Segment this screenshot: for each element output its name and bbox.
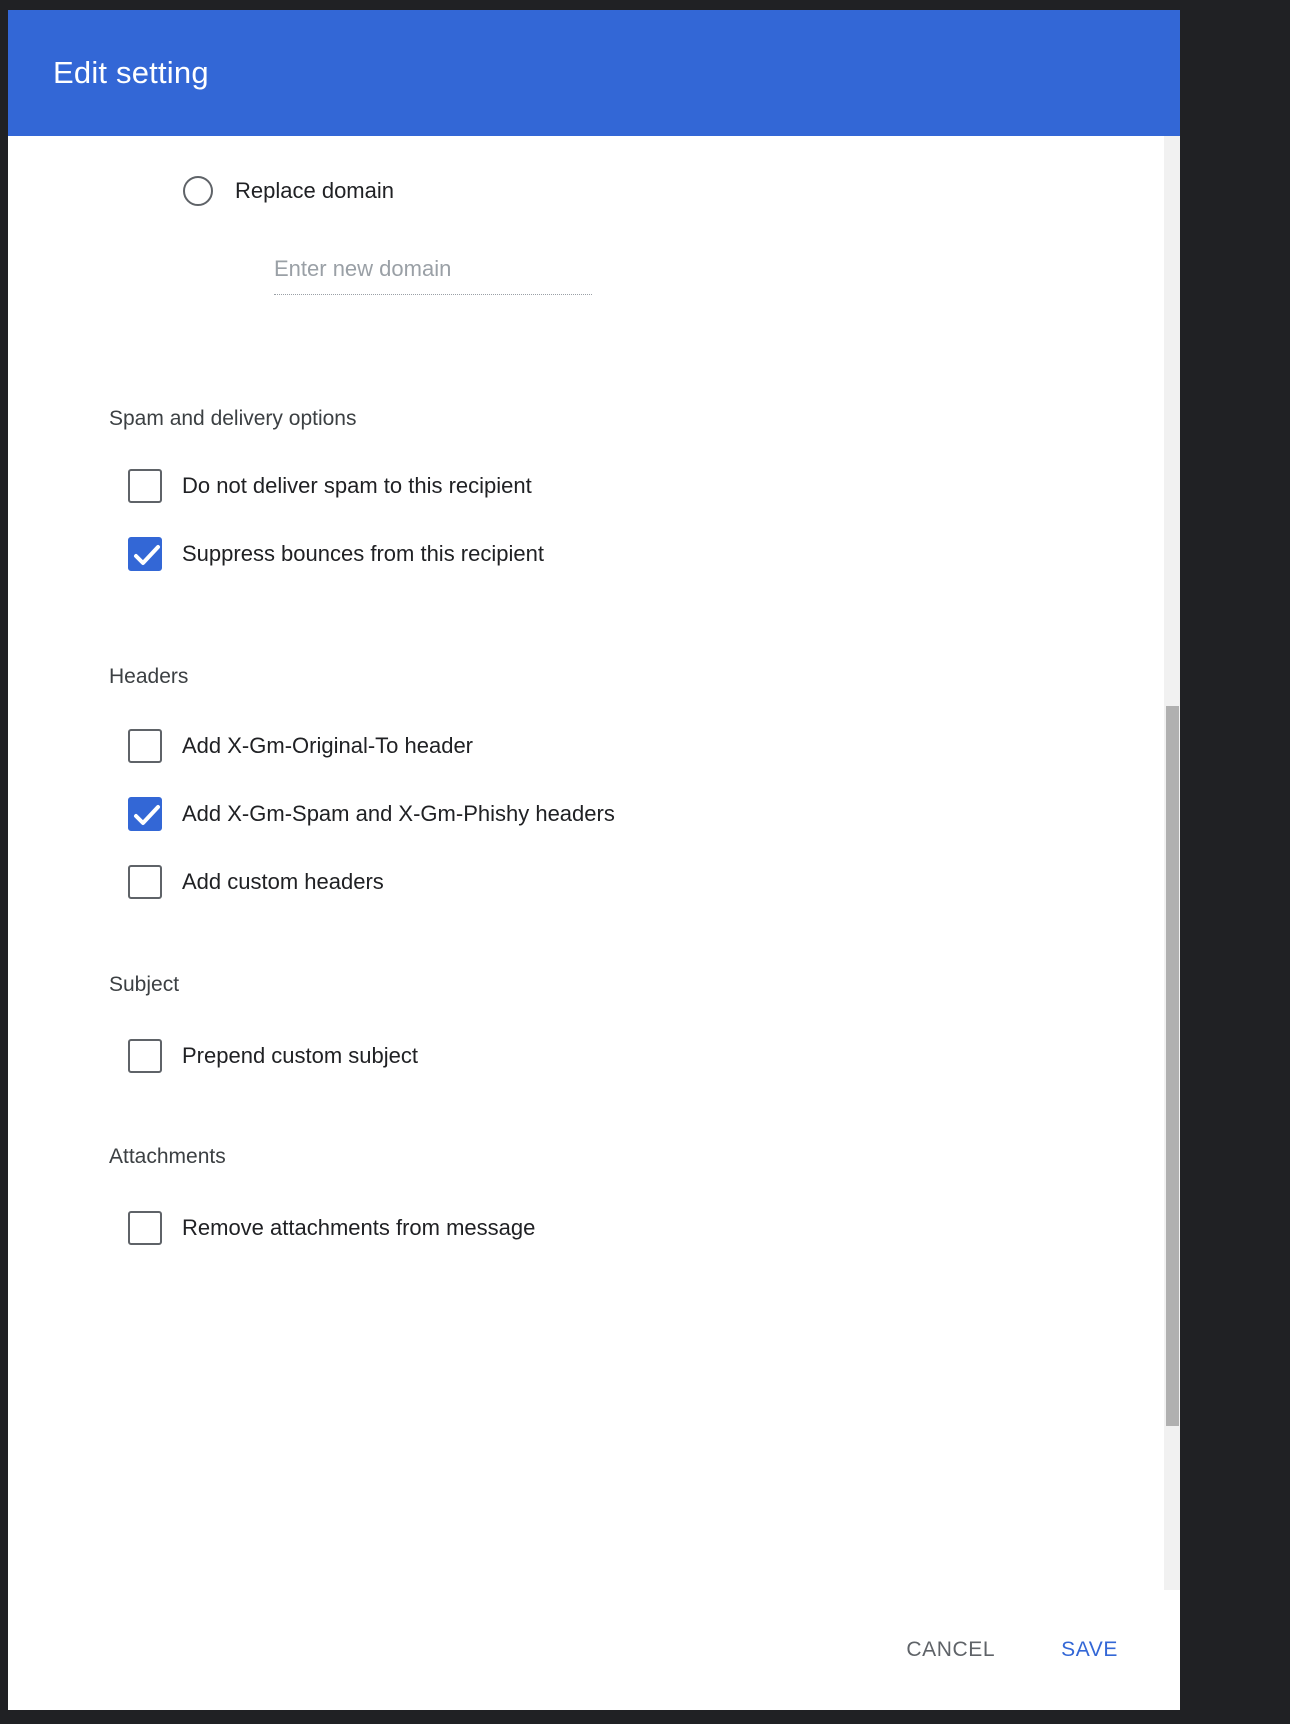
checkbox-row-do-not-deliver-spam[interactable] [128,469,1180,503]
checkbox-icon[interactable] [128,729,162,763]
dialog-footer [8,1590,1180,1710]
vertical-scrollbar[interactable] [1164,136,1180,1590]
dialog-header [8,10,1180,136]
dialog-body [8,136,1180,1590]
section-title-subject: Subject [109,973,180,996]
checkbox-label: Remove attachments from message [182,1215,536,1240]
checkbox-icon[interactable] [128,865,162,899]
radio-replace-domain-label: Replace domain [235,178,394,203]
checkbox-row-add-original-to-header[interactable] [128,729,1180,763]
checkbox-row-add-spam-phishy-headers[interactable] [128,797,1180,831]
domain-input-wrapper [274,256,592,295]
section-title-headers: Headers [109,665,189,688]
radio-replace-domain[interactable] [183,176,1180,206]
checkbox-row-suppress-bounces[interactable] [128,537,1180,571]
section-title-attachments: Attachments [109,1145,226,1168]
checkbox-label: Add custom headers [182,869,384,894]
scrollbar-thumb[interactable] [1166,706,1179,1426]
checkbox-label: Suppress bounces from this recipient [182,541,544,566]
dialog-title: Edit setting [53,55,209,90]
section-title-spam: Spam and delivery options [109,407,357,430]
cancel-button[interactable]: CANCEL [890,1626,1011,1674]
checkbox-icon[interactable] [128,797,162,831]
checkbox-label: Prepend custom subject [182,1043,419,1068]
checkbox-icon[interactable] [128,1211,162,1245]
edit-setting-dialog [8,10,1180,1710]
checkbox-row-remove-attachments[interactable] [128,1211,1180,1245]
section-subject [8,973,1180,1073]
section-spam [8,407,1180,571]
section-headers [8,665,1180,899]
checkbox-icon[interactable] [128,1039,162,1073]
checkbox-icon[interactable] [128,537,162,571]
checkbox-icon[interactable] [128,469,162,503]
checkbox-label: Do not deliver spam to this recipient [182,473,532,498]
new-domain-input[interactable] [274,256,592,295]
checkbox-label: Add X-Gm-Spam and X-Gm-Phishy headers [182,801,615,826]
settings-form [8,136,1180,1590]
radio-button-icon[interactable] [183,176,213,206]
save-button[interactable]: SAVE [1045,1626,1134,1674]
checkbox-row-prepend-custom-subject[interactable] [128,1039,1180,1073]
section-attachments [8,1145,1180,1245]
checkbox-label: Add X-Gm-Original-To header [182,733,474,758]
checkbox-row-add-custom-headers[interactable] [128,865,1180,899]
